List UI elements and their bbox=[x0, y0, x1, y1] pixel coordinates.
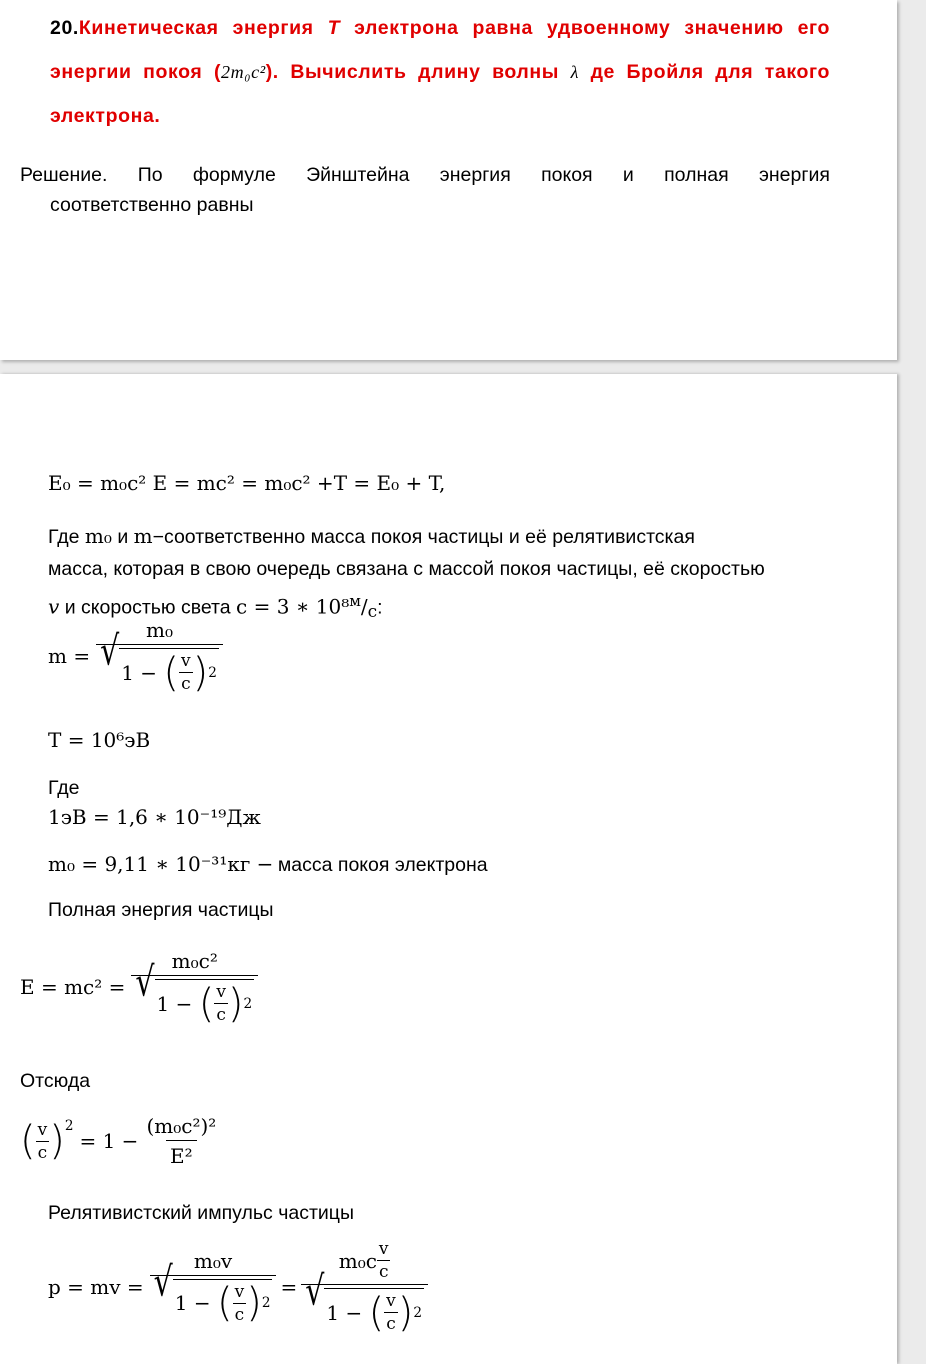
where-line-1: Где m₀ и m−соответственно масса покоя частицы и её релятивистская bbox=[48, 524, 695, 548]
kinetic-energy-value: T = 10⁶эВ bbox=[48, 728, 151, 752]
lambda-symbol: λ bbox=[570, 62, 580, 82]
where-paragraph bbox=[48, 520, 838, 628]
page-2 bbox=[0, 374, 897, 1364]
ev-conversion: 1эВ = 1,6 ∗ 10⁻¹⁹Дж bbox=[48, 805, 261, 829]
velocity-ratio-formula: ( v c ) $^2$ = 1 − $\frac{\text{(m₀c²)²}}{\text{E²}}$ bbox=[20, 1114, 217, 1168]
page-1 bbox=[0, 0, 897, 360]
where-line-2: масса, которая в свою очередь связана с массой покоя частицы, её скоростью bbox=[48, 558, 765, 580]
solution-line-2: соответственно равны bbox=[50, 194, 254, 216]
solution-line-1: Решение. По формуле Эйнштейна энергия покоя и полная энергия bbox=[20, 164, 830, 186]
hence-label: Отсюда bbox=[20, 1070, 91, 1092]
rest-mass-line: m₀ = 9,11 ∗ 10⁻³¹кг − масса покоя электрона bbox=[48, 852, 488, 876]
solution-intro bbox=[20, 160, 830, 220]
mass-formula: m = m₀ √ 1 − ( v c ) 2 bbox=[48, 618, 223, 694]
rest-energy-formula: 2m₀c² bbox=[221, 62, 266, 82]
problem-number: 20. bbox=[50, 17, 79, 39]
light-speed: c = 3 ∗ 10⁸ bbox=[236, 594, 350, 619]
momentum-label: Релятивистский импульс частицы bbox=[48, 1202, 354, 1224]
where-line-3: v и скоростью света c = 3 ∗ 10⁸$^м$/с: bbox=[48, 592, 383, 622]
full-energy-formula: E = mc² = m₀c² √ 1 − ( v c ) 2 bbox=[20, 949, 258, 1025]
problem-statement: 20.Кинетическая энергия T электрона равна удвоенному значению его энергии покоя (2m₀c²). Вычислить длину волны λ де Бройля для такого электрона. bbox=[50, 17, 830, 127]
where-label: Где bbox=[48, 777, 80, 799]
full-energy-label: Полная энергия частицы bbox=[48, 899, 274, 921]
energy-equation: E₀ = m₀c² E = mc² = m₀c² +T = E₀ + T, bbox=[48, 471, 446, 495]
sqrt-expression: √ 1 − ( v c ) 2 bbox=[100, 627, 217, 696]
momentum-formula: p = mv = m₀v √ 1 − ( v c ) 2 = m₀c v c √ 1 − ( v c ) 2 bbox=[48, 1239, 428, 1334]
